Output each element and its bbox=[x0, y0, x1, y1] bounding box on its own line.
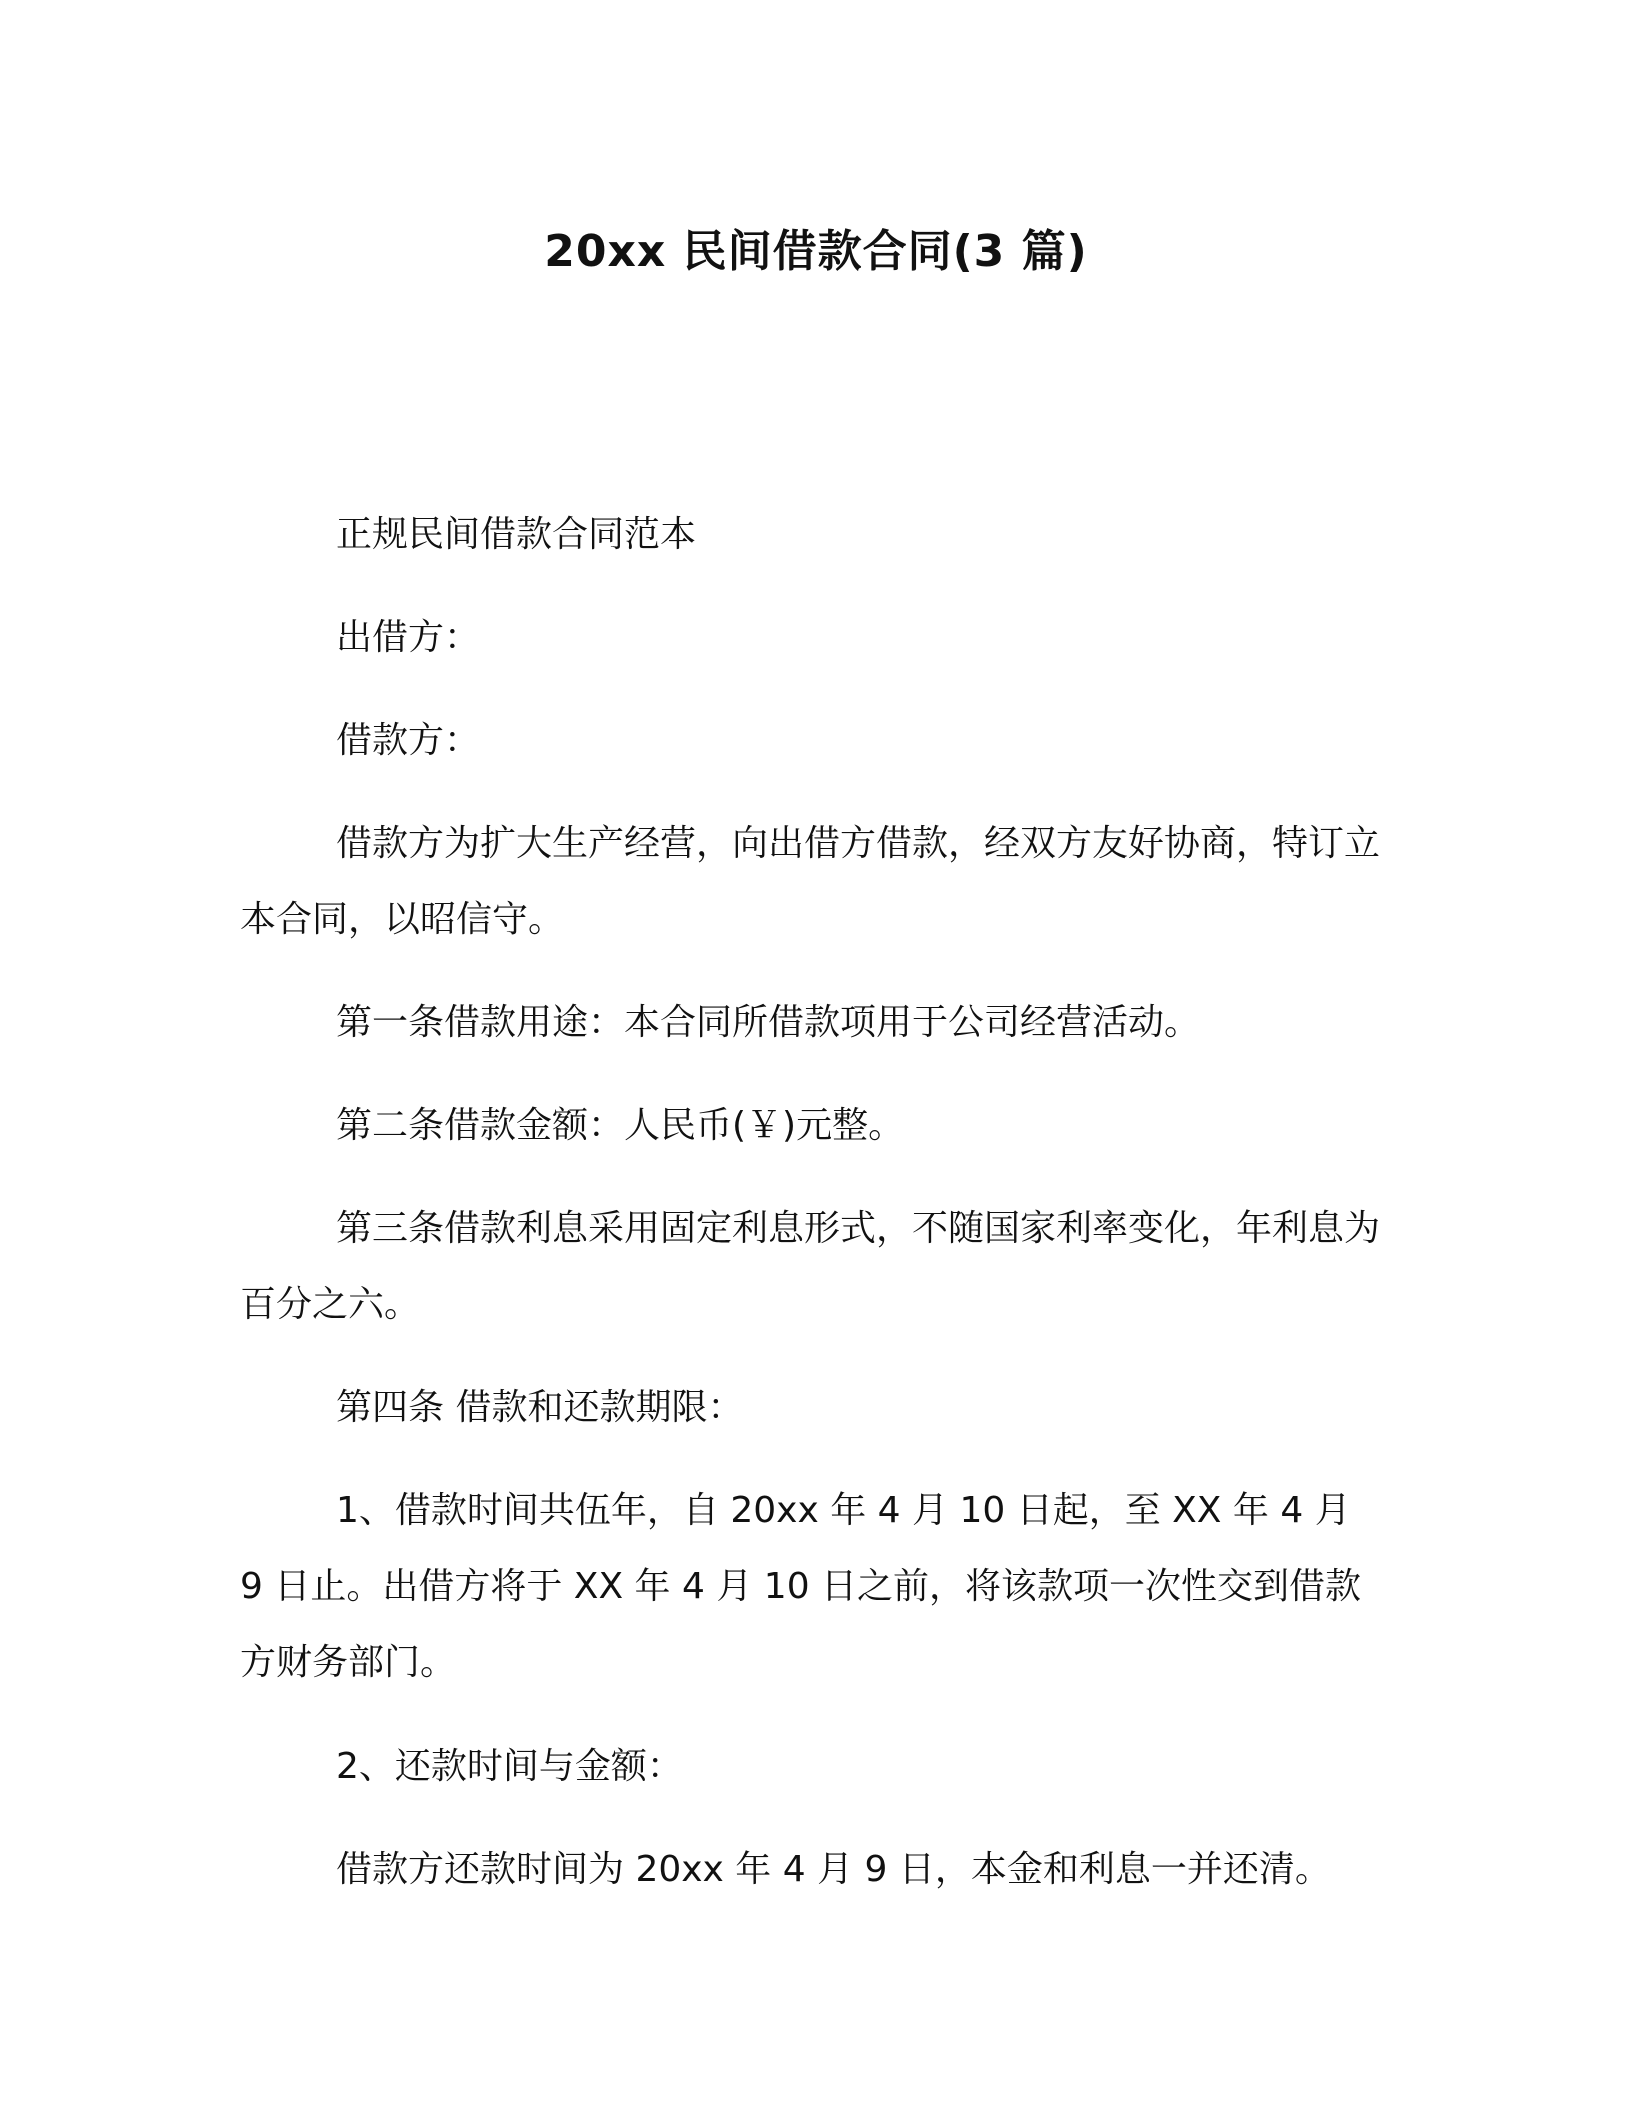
paragraph-term-1: 1、借款时间共伍年，自 20xx 年 4 月 10 日起，至 XX 年 4 月 9 日止。出借方将于 XX 年 4 月 10 日之前，将该款项一次性交到借款方财务部门。 bbox=[240, 1490, 1362, 1683]
paragraph-article-3: 第三条借款利息采用固定利息形式，不随国家利率变化，年利息为百分之六。 bbox=[240, 1208, 1381, 1325]
paragraph-repayment: 借款方还款时间为 20xx 年 4 月 9 日，本金和利息一并还清。 bbox=[336, 1849, 1331, 1890]
paragraph-subtitle: 正规民间借款合同范本 bbox=[336, 514, 697, 555]
paragraph-article-1: 第一条借款用途：本合同所借款项用于公司经营活动。 bbox=[336, 1002, 1201, 1043]
document-title: 20xx 民间借款合同(3 篇) bbox=[544, 226, 1088, 277]
paragraph-lender: 出借方： bbox=[336, 617, 481, 658]
paragraph-article-4: 第四条 借款和还款期限： bbox=[336, 1387, 744, 1428]
paragraph-term-2: 2、还款时间与金额： bbox=[336, 1746, 683, 1787]
paragraph-article-2: 第二条借款金额：人民币(￥)元整。 bbox=[336, 1105, 905, 1146]
paragraph-preamble: 借款方为扩大生产经营，向出借方借款，经双方友好协商，特订立本合同，以昭信守。 bbox=[240, 823, 1381, 940]
paragraph-borrower: 借款方： bbox=[336, 720, 481, 761]
